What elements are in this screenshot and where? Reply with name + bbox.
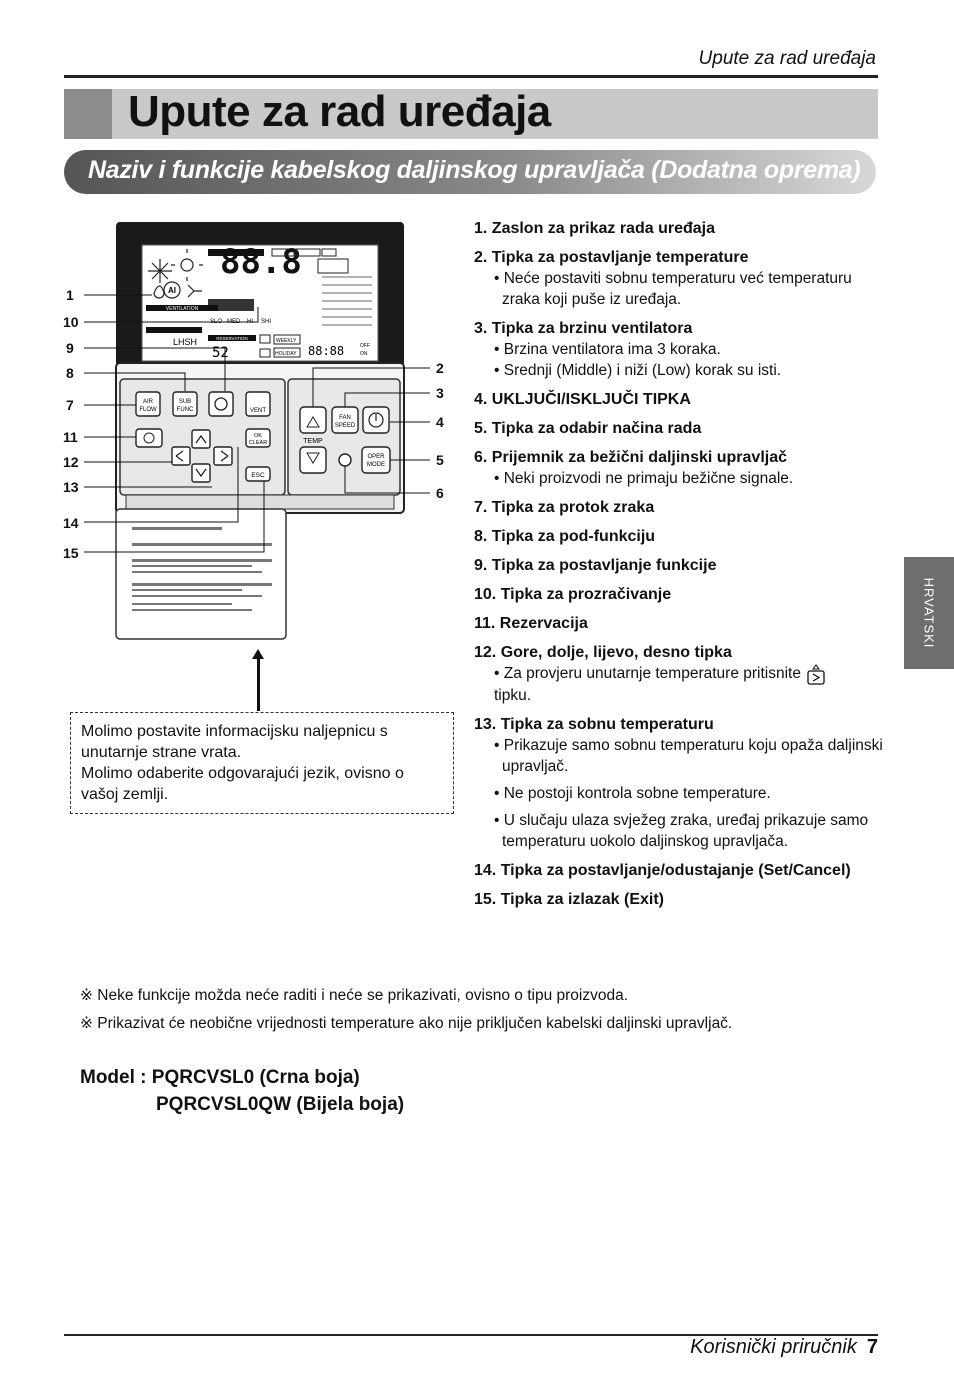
svg-text:OK: OK: [254, 433, 262, 439]
svg-text:SPEED: SPEED: [334, 423, 356, 429]
reservation-button: [136, 429, 162, 447]
footnote: ※ Prikazivat će neobične vrijednosti temperature ako nije priključen kabelski daljinski upravljač.: [80, 1015, 733, 1032]
list-item: 2. Tipka za postavljanje temperature • Neće postaviti sobnu temperaturu već temperaturu zraka koji puše iz uređaja.: [474, 249, 852, 308]
list-item: 14. Tipka za postavljanje/odustajanje (Set/Cancel): [474, 862, 851, 879]
subtitle-bar: [64, 150, 876, 194]
callout-5: 5: [436, 452, 444, 468]
language-tab: HRVATSKI: [904, 557, 954, 669]
svg-text:AIR: AIR: [142, 399, 154, 405]
svg-text:MODE: MODE: [367, 462, 385, 468]
up-button: [192, 430, 210, 448]
list-item: 6. Prijemnik za bežični daljinski upravljač • Neki proizvodi ne primaju bežične signale.: [474, 449, 794, 487]
footer-label: Korisnički priručnik: [690, 1336, 857, 1358]
list-item: 1. Zaslon za prikaz rada uređaja: [474, 220, 715, 237]
remote-controller-diagram: [60, 215, 460, 715]
oper-mode-button: [362, 447, 390, 473]
temp-down-button: [300, 447, 326, 473]
callout-9: 9: [66, 340, 74, 356]
callout-15: 15: [63, 545, 79, 561]
temp-digits: 88.8: [220, 242, 302, 282]
list-item: 13. Tipka za sobnu temperaturu • Prikazuje samo sobnu temperaturu koju opaža daljinski upravljač. • Ne postoji kontrola sobne temperature. • U slučaju ulaza svježeg zraka, uređaj prikazuje samo temperaturu uokolo daljinskog upravljača.: [474, 716, 883, 850]
model-line-2: PQRCVSL0QW (Bijela boja): [156, 1094, 405, 1115]
right-room-temp-icon: [807, 663, 825, 685]
display-on: ON: [360, 351, 368, 357]
function-set-button: [209, 392, 233, 416]
display-holiday: HOLIDAY: [275, 351, 297, 357]
callout-11: 11: [63, 429, 78, 445]
footnote: ※ Neke funkcije možda neće raditi i neće se prikazivati, ovisno o tipu proizvoda.: [80, 987, 629, 1004]
wireless-receiver: [339, 454, 351, 466]
list-item: 3. Tipka za brzinu ventilatora • Brzina ventilatora ima 3 koraka. • Srednji (Middle) i niži (Low) korak su isti.: [474, 320, 782, 379]
svg-text:ESC: ESC: [251, 472, 265, 479]
callout-1: 1: [66, 287, 74, 303]
svg-text:CLEAR: CLEAR: [248, 440, 268, 446]
callout-2: 2: [436, 360, 444, 376]
left-button: [172, 447, 190, 465]
page-title: Upute za rad uređaja: [128, 87, 551, 136]
list-item: 5. Tipka za odabir načina rada: [474, 420, 702, 437]
function-list: [474, 218, 884, 910]
callout-10: 10: [63, 314, 79, 330]
svg-text:52: 52: [212, 345, 229, 361]
svg-text:OPER: OPER: [367, 454, 385, 460]
callout-14: 14: [63, 515, 79, 531]
running-header: Upute za rad uređaja: [698, 48, 876, 69]
footnotes: [80, 982, 732, 1038]
display-weekly: WEEKLY: [276, 338, 297, 344]
section-subtitle: Naziv i funkcije kabelskog daljinskog upravljača (Dodatna oprema): [88, 156, 861, 184]
display-hi: HI: [247, 319, 253, 325]
svg-text:SUB: SUB: [178, 399, 192, 405]
header-rule: [64, 75, 878, 78]
callout-12: 12: [63, 454, 79, 470]
callout-4: 4: [436, 414, 444, 430]
svg-text:FAN: FAN: [339, 415, 351, 421]
right-button: [214, 447, 232, 465]
callout-3: 3: [436, 385, 444, 401]
title-marker: [64, 89, 112, 139]
display-slo: SLO: [210, 319, 223, 325]
model-info: [80, 1064, 404, 1118]
callout-7: 7: [66, 397, 74, 413]
list-item: 7. Tipka za protok zraka: [474, 499, 655, 516]
svg-text:FUNC: FUNC: [176, 407, 194, 413]
callout-13: 13: [63, 479, 79, 495]
model-line-1: Model : PQRCVSL0 (Crna boja): [80, 1067, 360, 1088]
display-off: OFF: [360, 343, 370, 349]
down-button: [192, 464, 210, 482]
note-line-2: Molimo odaberite odgovarajući jezik, ovisno o vašoj zemlji.: [81, 765, 404, 803]
title-bar: [64, 89, 878, 139]
page-footer: [690, 1336, 878, 1359]
list-item: 8. Tipka za pod-funkciju: [474, 528, 656, 545]
list-item: 4. UKLJUČI/ISKLJUČI TIPKA: [474, 391, 691, 408]
display-med: MED: [227, 319, 241, 325]
list-item: 12. Gore, dolje, lijevo, desno tipka • Za provjeru unutarnje temperature pritisnite tipku.: [474, 642, 884, 706]
svg-text:AI: AI: [168, 286, 176, 295]
list-item: 11. Rezervacija: [474, 615, 588, 632]
list-item: 9. Tipka za postavljanje funkcije: [474, 557, 717, 574]
svg-text:88:88: 88:88: [308, 344, 345, 358]
list-item: 10. Tipka za prozračivanje: [474, 586, 672, 603]
display-lhsh: LHSH: [173, 337, 198, 347]
page-number: 7: [866, 1336, 878, 1358]
svg-text:FLOW: FLOW: [139, 407, 157, 413]
display-shi: SHI: [261, 319, 272, 325]
display-reservation: RESERVATION: [216, 336, 248, 341]
list-item: 15. Tipka za izlazak (Exit): [474, 891, 665, 908]
note-line-1: Molimo postavite informacijsku naljepnicu s unutarnje strane vrata.: [81, 723, 388, 761]
svg-text:TEMP: TEMP: [303, 438, 323, 445]
display-ventilation: VENTILATION: [165, 306, 199, 312]
callout-6: 6: [436, 485, 444, 501]
info-label-note: [70, 712, 454, 814]
callout-8: 8: [66, 365, 74, 381]
svg-text:VENT: VENT: [249, 408, 267, 414]
temp-up-button: [300, 407, 326, 433]
